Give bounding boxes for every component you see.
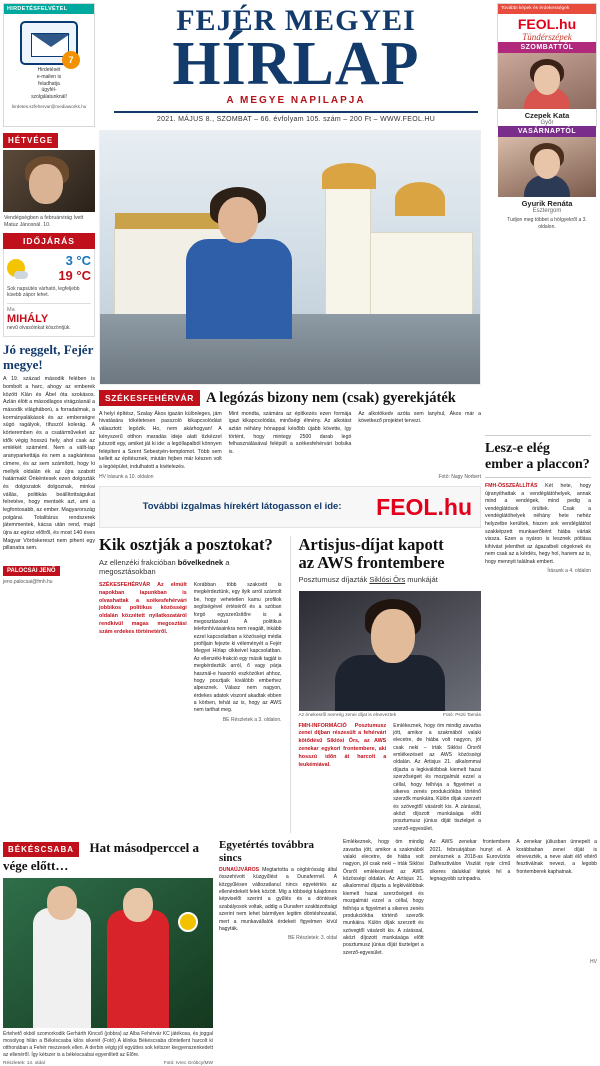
ad-left-footer: hirdetes.szfehervar@mediaworks.hu — [11, 103, 87, 109]
bottom-section — [0, 833, 600, 1066]
right-endline: Írásunk a 4. oldalon — [547, 568, 591, 575]
sports-endline: Részletek: 14. oldal — [3, 1061, 45, 1066]
ad-right-city-2: Esztergom — [532, 208, 562, 215]
sports-caption: Értehető okból szomorkodik Gerhárth Kincső (jobbra) az Alba Fehérvár KC játékosa, és joggal mosolyog hilán a Békéscsaba kilós sikerét (Fotó) A klinika Békéscsaba döntetlent harcolt ki otthonában a Fehér mezzesek ellen. A derbin végig jól együttes sok kétszer kiegyenszenkedett az ellenéről. Így kétszer is a békéscsabai egyenlített az Előre. — [3, 1031, 213, 1059]
story-aws-headline-1[interactable]: Artisjus-díjat kapott — [298, 535, 444, 555]
story-aws-kicker: FMH-INFORMÁCIÓ Posztumusz zenei díjban részesült a fehérvári kötődésű Siklósi Örs, az AWS zenekar egykori frontembere, aki hosszú időn át harcolt a leukémiával. — [298, 722, 387, 768]
temp-low: 3 °C — [65, 252, 91, 268]
story-aws-photo-caption-row — [299, 711, 482, 718]
story-aws-photo-caption: Az énekesről nemrég zenei díjat is elneveztek — [298, 712, 397, 718]
masthead — [98, 0, 494, 130]
lead-footer-left: HV lrásunk a 10. oldalon — [99, 474, 154, 481]
lead-city-label: SZÉKESFEHÉRVÁR — [99, 390, 200, 406]
feol-banner-logo-text: FEOL — [376, 493, 438, 520]
dunaferr-kicker: DUNAÚJVÁROS — [219, 866, 260, 873]
weather-note: Sok napsütés várható, legfeljebb kisebb zápor lehet. — [7, 285, 80, 299]
lead-article-columns — [99, 411, 481, 471]
story-aws-lead-link[interactable]: Siklósi Örs — [369, 574, 406, 584]
byline — [3, 559, 95, 585]
story-politics-lead-post: a megosztásokban — [99, 557, 230, 577]
hetvege-caption: Vendégségben a februárvirág Ivett Matuz Jánosnál. 10. — [4, 215, 84, 229]
column-divider — [290, 536, 291, 833]
sports-tag[interactable]: BÉKÉSCSABA — [3, 842, 79, 857]
sports-mid — [219, 839, 337, 1066]
right-divider-mid — [485, 477, 591, 478]
hetvege-tag[interactable]: HÉTVÉGE — [3, 133, 58, 148]
right-article-body — [485, 483, 591, 566]
envelope-icon — [20, 21, 78, 65]
story-aws-photo-credit: Fotó: Pszti Tamás — [442, 712, 481, 718]
left-sidebar — [3, 130, 95, 833]
nameday-block — [7, 303, 91, 332]
ad-right-script: Tündérszépek — [522, 32, 572, 43]
lead-col-3: Az alkotókedv azóta sem lanyhul, Ákos már a következő projektet tervezi. — [358, 410, 482, 425]
aws-cont-endline: HV — [590, 959, 597, 966]
aws-cont-col-1: Emlékeznek, hogy öm mindig zavarba jött, amikor a szakmából valaki elecetre, de hiába volt nagyon, jól csak neki – írták Siklósi Örsről emlékezéseit az AWS közösségi oldalán. Az Artisjus 21. alkalommal díjazta a legkiválóbbak kiemelt hazai szerzőségeit és mozgalmát ezzel a céllal, hogy felhívja a figyelmet a sikeres zenés produkciókba történő szerzők munkáira. Külön díjak szerzett és szövegtől vásárolt kis. A zárással, aközt díjozott munkásága előtt posztumusz június díját tisztelget a szerző-egyesület. — [343, 839, 424, 956]
feol-banner-logo[interactable] — [376, 494, 472, 521]
story-politics-col-2: Korábban több szakcetit is megkérdeztünk, egy ilyik arról számolt be, hogy vehetetlen kamu profilok segítségével értéséről és a szóban forgó egyszerűsítőre is a megosztásokat A politikus telefonhívásainkra nem reagált, inkább ezzel kapcsolatban a közösségi média profiljain fejezte ki véleményét a Fejér Megyei Hírlap cikkeivel kapcsolatban. Az ellenzéki-frakció egy másik tagját is megkérdeztük arról, ő vagy párja használ-e hasonló eszközöket ahhoz, hogy posztjaik kiválóbb emberhez alpesznek. Válasz nem nagyon, érdekes adatok viszont akadtak ebben a körben, tehát az is, hogy az AWS nem tarthat meg. — [193, 582, 282, 714]
feol-logo-text: FEOL — [517, 16, 556, 33]
dunaferr-body — [219, 867, 337, 934]
greeting-headline: Jó reggelt, Fejér megye! — [3, 341, 94, 372]
sports-caption-footer — [3, 1059, 213, 1066]
sports-headline[interactable]: Hat másodperccel a vége előtt… — [3, 840, 199, 874]
right-kicker: FMH-ÖSSZEÁLLÍTÁS — [485, 483, 538, 490]
story-politics — [99, 536, 282, 833]
sports-photo — [3, 878, 213, 1028]
sports-photo-credit: Fotó: Ivrec Gróbcy/MW — [163, 1061, 213, 1066]
story-politics-headline[interactable]: Kik osztják a posztokat? — [99, 535, 273, 555]
story-politics-col-1 — [99, 582, 187, 715]
lead-col-2: Mint mondta, számára az építkezés ezen formája igazi kikapcsolódás, minőségi élmény. Az alkotást aztán néhány hónappal később újabb követte, így történt, hogy mintegy 2500 darab legó felhasználásával felépült a székesfehérvári bolsika is. — [228, 410, 352, 455]
temp-high: 19 °C — [58, 267, 91, 283]
story-aws-col-2: Emlékeznek, hogy öm mindig zavarba jött, amikor a szakmából valaki elecetre, de hiába volt nagyon, jól csak neki – írták Siklósi Örsről emlékezéseit az AWS közösségi oldalán. Az Artisjus 21. alkalommal díjazta a legkiválóbbak kiemelt hazai szerzőségeit és mozgalmát ezzel a céllal, hogy felhívja a figyelmet a sikeres zenés produkciókba történő szerzők munkáira. Külön díjak szerzett és szövegtől vásárolt kis. A zárással, aközt díjozott munkásága előtt posztumusz június díját tisztelget a szerző-egyesület. — [393, 722, 481, 832]
story-aws-headline-2[interactable]: az AWS frontembere — [298, 552, 445, 572]
ad-left-body — [4, 14, 94, 112]
lead-headline[interactable]: A legózás bizony nem (csak) gyerekjáték — [206, 390, 456, 406]
story-politics-endline: BE Részletek a 3. oldalon. — [222, 716, 282, 723]
lead-headline-row — [99, 390, 481, 407]
weather-header: IDŐJÁRÁS — [3, 233, 95, 249]
right-column — [485, 130, 591, 833]
dunaferr-endline: BE Részletek: 3. oldal — [288, 935, 337, 942]
ad-left-header: HIRDETÉSFELVÉTEL — [4, 4, 94, 14]
right-body-text: Két hete, hogy újranyithattak a vendéglátóhelyek, annak mind a vendégek, mind pedig a vendéglátósok örültek. Csak a vendéglátóhelyek néhány hete nehéz helyzetbe kerültek, hiszen sok vendéglátóst szakképzett munkaerőként hiába vártak vissza. Ezen a nyáron is lesznek pótlása kihívást jelenthet az ágazatbeli cégeknek és nem csak az a kérdés, hegy hol, hanem az is, hogy mennyit találnak embert. — [485, 483, 591, 565]
hetvege-photo — [3, 150, 95, 212]
story-politics-kicker: SZÉKESFEHÉRVÁR Az elmúlt napokban lapunkban is olvashattak a székesfehérvári jobbikos politikus közösségi oldalán közzétett nyilatkozatáról rendkívül magas megosztási szám erdekes történetéről. — [99, 582, 187, 635]
ad-right-footer: Tudjon meg többet a hölgyekről a 3. oldalon. — [507, 217, 587, 230]
aws-cont-col-3: A zenekar júliusban ünnepelt a korábbahan zenei díját is elnevezték, a neve alatt élő eltérő fesztiválnak nevezi, a legobb frontemberek kaphatnak. — [516, 839, 598, 875]
ad-left-text-1: Hirdetését — [37, 67, 61, 73]
ad-left-text-2: e-mailen is — [36, 73, 62, 80]
lead-photo — [99, 130, 481, 385]
lead-article-footer — [99, 474, 481, 480]
byline-email: jeno.palocsai@fmh.hu — [3, 578, 53, 585]
ad-right-name-1: Czepek Kata — [524, 111, 570, 121]
ad-right-photo-2 — [498, 137, 596, 197]
ad-badge: 7 — [62, 51, 80, 69]
nameday-text: nevű olvasóinkat köszöntjük. — [7, 325, 71, 332]
story-aws-photo — [299, 591, 482, 711]
story-aws-lead-post: munkáját — [405, 574, 438, 584]
story-politics-lead-bold: bővelkednek — [177, 557, 224, 567]
lead-col-1: A helyi építész, Szalay Ákos igazán különleges, jám hivatására tökéletesen passzoló kikapcsolódást választott: legózik. Ho, nem akárhogyan! A kényszerű otthon maradás ideje alatt tízkézzel jutszott egy, amiket ját ki ide: a lególlapalból könnyen felépíteni a Szent Sebestyén-templomot. Több sem kellett az építésznek, miután fejben már készen volt a legóépület, indulhatott a kivitelezés. — [99, 410, 222, 470]
right-divider-top — [485, 435, 591, 436]
masthead-divider — [114, 111, 478, 113]
masthead-issue-info: 2021. MÁJUS 8., SZOMBAT – 66. évfolyam 105. szám – 200 Ft – WWW.FEOL.HU — [156, 116, 436, 124]
ad-right-header: További képek és érdekességek — [498, 4, 596, 14]
story-aws-lead — [299, 575, 482, 585]
story-politics-lead-pre: Az ellenzéki frakcióban — [99, 557, 178, 567]
ad-right-city-1: Győr — [540, 120, 554, 127]
masthead-line-1: FEJÉR MEGYEI — [176, 4, 416, 37]
aws-continued — [343, 839, 597, 1066]
ad-left-text-4: ügyfél- — [41, 87, 57, 94]
story-aws-columns — [299, 723, 482, 834]
dunaferr-headline[interactable]: Egyetértés továbbra sincs — [219, 839, 315, 864]
ad-right-band-2: VASÁRNAPTÓL — [498, 126, 596, 137]
main-grid — [0, 130, 600, 833]
weather-box — [3, 249, 95, 337]
ad-right-band-1: SZOMBATTÓL — [498, 42, 596, 53]
advertisement-left[interactable] — [3, 3, 95, 127]
editorial-text: A 19. század második felében is bombolt a harc, ahogy az emberek között Klán és Ábel óta szokásos. Azlán élött a másodlagos virágzásnál a második világháború, a forradalmak, a kormányalákások és az emberségre súgó ragályok, tífuszól kolerág. A körteremben és a csatárműveket az idők végig hosszú hely, ahol csak az emlékét száméml. Nem a vállt-lap aranyparkettája és nem a sagkántesa címere, és az sem számított, hogy ki mellyik oldalán ék az újra szabott határmakt Önkéntesek ezen dolgozták és dolgozatok dolgoznak, minkai vállás, politikás beállítottságukat felretéve, hogy mentsék azt, ami a legfontosabb, az ember. Magyarország polgárai. Totalitárus rendszerek játemmentek, kácsa után rend, majd újra az egész előlről, és most 140 éves Magyar Vöröskereszt nem pihent egy pillanatra sem. — [3, 376, 95, 552]
dunaferr-body-text: Megtartotta a cégbírósság által összehívott küzgyűlést a Dunaferrnél. A közgyűlésen változatlanul nincs egyetértés az ellenérdekelt felek között. Mig a többségi tulajdonos képviselői szerint a gyűlés és a döntések szabályosok voltak, addig a Dunaferr szakbizottsági szerint nem lehet bármilyen legitim döntéshozatal, mert a munkavállalók érdekeit figyelmen kívül hagyták. — [219, 866, 337, 932]
lead-photo-credit: Fotó: Nagy Norbert — [438, 474, 481, 481]
ad-right-name-2: Gyurik Renáta — [521, 199, 573, 209]
aws-continued-columns — [343, 839, 597, 957]
story-politics-columns — [99, 582, 282, 715]
sports-left — [3, 839, 213, 1066]
story-aws-lead-pre: Posztumusz díjazták — [298, 574, 370, 584]
ad-right-photo-1 — [498, 53, 596, 109]
feol-promo-banner[interactable] — [99, 486, 481, 528]
nameday-today: Ma — [7, 307, 15, 314]
ad-left-text-3: feladhatja — [38, 80, 60, 87]
feol-logo-suffix: .hu — [555, 16, 577, 33]
story-aws — [299, 536, 482, 833]
masthead-subtitle: A MEGYE NAPILAPJA — [226, 95, 366, 107]
secondary-stories — [99, 536, 481, 833]
story-aws-col-1 — [299, 723, 387, 834]
feol-banner-logo-suffix: .hu — [437, 493, 472, 520]
right-headline[interactable]: Lesz-e elég ember a placcon? — [485, 441, 590, 472]
feol-logo-ad — [498, 14, 596, 32]
sun-cloud-icon — [7, 259, 25, 277]
advertisement-right[interactable] — [497, 3, 597, 230]
feol-banner-text: További izgalmas hírekért látogasson el ide: — [142, 501, 342, 513]
center-column — [95, 130, 485, 833]
aws-cont-col-2: Az AWS zenekar frontembere 2021. februárjában hunyt el. A zenésznek a 2018-as Eurovíziós Dalfesztiválon Viszlát nyár című sikeres dalukkal léptek fel a legnagyobb színpadra. — [429, 839, 511, 883]
byline-name: PALOCSAI JENŐ — [3, 566, 60, 576]
ad-left-text-5: szolgálatunknál! — [31, 94, 67, 100]
masthead-line-2: HÍRLAP — [172, 30, 420, 98]
nameday-name: MIHÁLY — [7, 313, 49, 326]
story-politics-lead — [99, 558, 282, 578]
